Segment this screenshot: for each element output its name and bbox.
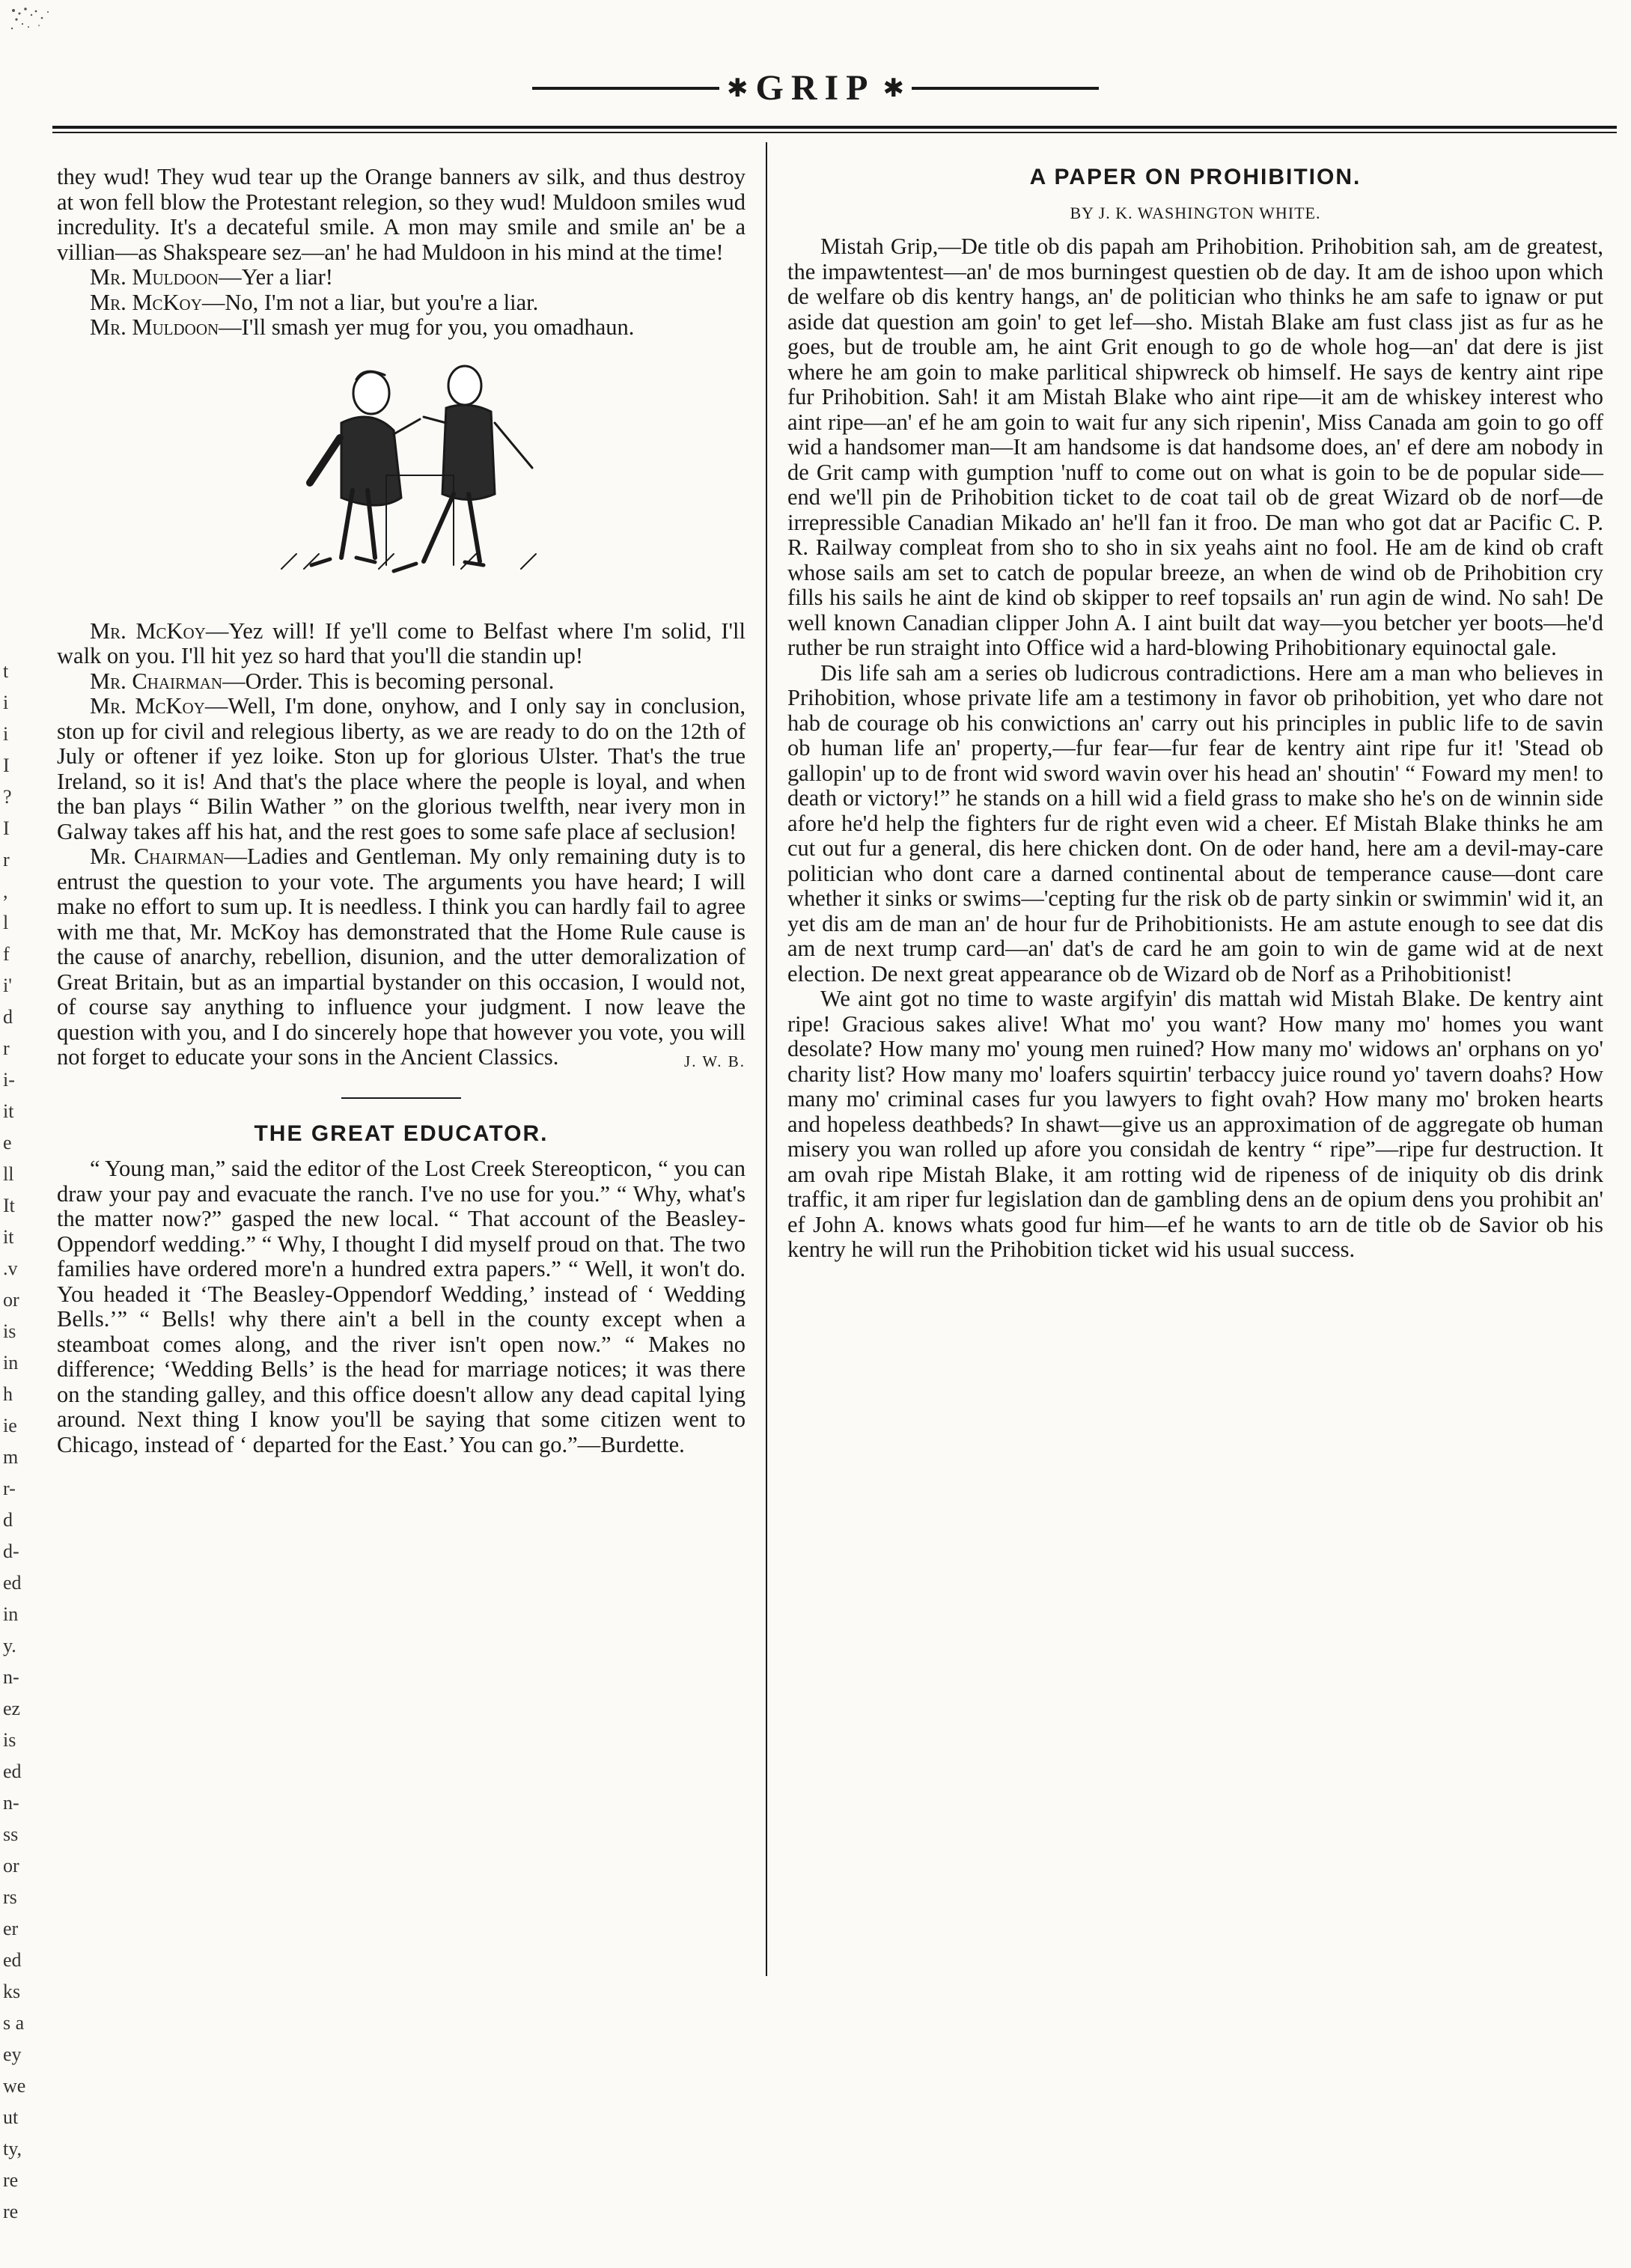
margin-fragment: i-: [3, 1069, 15, 1091]
header-rule: [52, 126, 1617, 133]
margin-fragment: d: [3, 1509, 13, 1531]
masthead: [0, 67, 1631, 109]
margin-fragment: or: [3, 1289, 19, 1311]
margin-fragment: it: [3, 1100, 14, 1122]
margin-fragment: ey: [3, 2043, 22, 2065]
margin-fragment: er: [3, 1918, 19, 1939]
margin-fragment: r: [3, 1037, 10, 1059]
star-ornament-icon: ✱: [727, 74, 749, 103]
dialogue-line: Mr. McKoy—Well, I'm done, onyhow, and I only say in conclusion, ston up for civil and relegious liberty, as we are ready to do on the 12th of July or oftener if yez loike. Ston up for glorious Ulster. That's the true Ireland, so it is! And that's the place where the people is loyal, and when the ban plays “ Bilin Wather ” on the glorious twelfth, near ivery mon in Galway takes aff his hat, and the rest goes to some safe place af seclusion!: [57, 693, 746, 844]
print-speckle-mark: [6, 4, 58, 42]
signature: J. W. B.: [684, 1052, 746, 1070]
margin-fragment: y.: [3, 1635, 16, 1656]
margin-fragment: I: [3, 755, 10, 776]
article-body: “ Young man,” said the editor of the Lost Creek Stereopticon, “ you can draw your pay and evacuate the ranch. I've no use for you.” “ Why, what's the matter now?” gasped the new local. “ That account of the Beasley-Oppendorf wedding.” “ Why, I thought I did myself proud on that. The two families have ordered more'n a hundred extra papers.” “ Well, it won't do. You headed it ‘The Beasley-Oppendorf Wedding,’ instead of ‘ Wedding Bells.’” “ Bells! why there ain't a bell in the county except when a steamboat comes along, and the river isn't open now.” “ Makes no difference; ‘Wedding Bells’ is the head for marriage notices; it was there on the standing galley, and this office doesn't allow any dead capital lying around. Next thing I know you'll be saying that some citizen went to Chicago, instead of ‘ departed for the East.’ You can go.”—Burdette.: [57, 1156, 746, 1457]
margin-fragment: d: [3, 1006, 13, 1028]
dialogue-line: Mr. McKoy—Yez will! If ye'll come to Belfast where I'm solid, I'll walk on you. I'll hit yez so hard that you'll die standin up!: [57, 618, 746, 668]
margin-fragment: we: [3, 2075, 26, 2097]
masthead-title: GRIP: [755, 68, 876, 108]
margin-fragment: re: [3, 2169, 19, 2191]
margin-fragment: r-: [3, 1478, 16, 1499]
margin-fragment: ut: [3, 2106, 19, 2128]
margin-fragment: l: [3, 912, 9, 933]
right-column: [787, 165, 1603, 1263]
margin-fragment: ss: [3, 1823, 19, 1845]
margin-fragment: i: [3, 723, 9, 745]
margin-fragment: ed: [3, 1949, 22, 1971]
article-title: A PAPER ON PROHIBITION.: [1029, 165, 1362, 189]
margin-fragment: ks: [3, 1981, 21, 2002]
dialogue-line: Mr. Muldoon—I'll smash yer mug for you, you omadhaun.: [90, 314, 635, 340]
margin-fragment: t: [3, 660, 9, 682]
margin-fragment: ed: [3, 1761, 22, 1782]
margin-fragment: in: [3, 1352, 19, 1374]
dialogue-block-1: [57, 265, 746, 341]
margin-fragment: m: [3, 1446, 19, 1468]
margin-fragment: ie: [3, 1415, 17, 1436]
margin-fragment: s a: [3, 2012, 25, 2034]
margin-fragment: rs: [3, 1886, 17, 1908]
margin-fragment: f: [3, 943, 10, 965]
margin-fragment: ty,: [3, 2138, 22, 2159]
masthead-rule-right: [912, 87, 1099, 90]
dialogue-line: Mr. Chairman—Ladies and Gentleman. My only remaining duty is to entrust the question to your vote. The arguments you have heard; I will make no effort to sum up. It is needless. I think you can hardly fail to agree with me that, Mr. McKoy has demonstrated that the Home Rule cause is the cause of anarchy, rebellion, disunion, and the utter demoralization of Great Britain, but as an impartial bystander on this occasion, I would not, of course say anything to influence your judgment. I now leave the question with you, and I do sincerely hope that however you vote, you will not forget to educate your sons in the Ancient Classics. J. W. B.: [57, 844, 746, 1070]
intro-paragraph: they wud! They wud tear up the Orange banners av silk, and thus destroy at won fell blow the Protestant relegion, so they wud! Muldoon smiles wud incredulity. It's a decateful smile. A mon may smile and smile an' be a villian—as Shakspeare sez—an' he had Muldoon in his mind at the time!: [57, 164, 746, 265]
margin-fragment: ed: [3, 1572, 22, 1594]
margin-fragment: n-: [3, 1792, 19, 1814]
byline: BY J. K. WASHINGTON WHITE.: [1070, 203, 1321, 222]
dialogue-block-2: [57, 619, 746, 1070]
margin-fragment: is: [3, 1729, 16, 1751]
margin-fragment: ez: [3, 1698, 21, 1719]
margin-fragment: ,: [3, 880, 8, 902]
margin-fragment: i: [3, 692, 9, 713]
margin-fragment: i': [3, 975, 12, 996]
margin-fragment: h: [3, 1383, 13, 1405]
margin-fragment: in: [3, 1603, 19, 1625]
article-paragraph: We aint got no time to waste argifyin' dis mattah wid Mistah Blake. De kentry aint ripe! Gracious sakes alive! What mo' you want? How many mo' homes you want desolate? How many mo' young men ruined? How many mo' widows an' orphans on yo' charity list? How many mo' loafers squirtin' terbaccy juice round yo' tavern doahs? How many mo' criminal cases fur you lawyers to fight ovah? How many mo' broken hearts and hopeless deathbeds? In shawt—give us an approximation of de aggregate ob human misery you wan rolled up afore you considah de kentry “ ripe”—ripe fur destruction. It am ovah ripe Mistah Blake, it am rotting wid de ripeness of de iniquity ob dis drink traffic, it am riper fur legislation dan de gambling dens an de opium dens you prohibit an' ef John A. knows whats good fur him—ef he wants to arn de title ob de Savior ob his kentry he will run the Prihobition ticket wid his usual success.: [787, 986, 1603, 1262]
margin-fragment: r: [3, 849, 10, 871]
article-paragraph: Mistah Grip,—De title ob dis papah am Prihobition. Prihobition sah, am de greatest, the impawtentest—an' de mos burningest questien ob de day. It am de ishoo upon which de welfare ob dis kentry hangs, an' de politician who thinks he am safe to ignaw or put aside dat question am goin' to get lef—sho. Mistah Blake am fust class jist as fur as he goes, but de trouble am, he aint Grit enough to go de whole hog—an' dat dere is jist where he am goin to make parlitical shipwreck ob himself. He says de kentry aint ripe fur Prihobition. Sah! it am Mistah Blake who aint ripe—it am de whiskey interest who aint ripe—an' ef he am goin to wait fur any sich ripenin', Miss Canada am goin to go off wid a handsomer man—It am handsome is dat handsome does, an' ef dere am nobody in de Grit camp with gumption 'nuff to come out on what is goin to be de popular side—end we'll pin de Prihobition ticket to de coat tail ob de great Wizard ob de norf—de irrepressible Canadian Mikado an' he'll fan it froo. De man who got dat ar Pacific C. P. R. Railway compleat from sho to sho in six yeahs aint no fool. He am de kind ob craft whose sails am set to catch de popular breeze, an when de wind ob de Prihobition cry fills his sails he aint de kind ob skipper to reef topsails an' run agin de wind. No sah! De well known Canadian clipper John A. I aint built dat way—you betcher yer boots—he'd ruther be run straight into Office wid a hard-blowing Prihobitionary equinoctal gale.: [787, 234, 1603, 660]
margin-fragment: ll: [3, 1163, 14, 1185]
margin-fragment: It: [3, 1195, 15, 1216]
star-ornament-icon: ✱: [882, 74, 904, 103]
margin-fragment: or: [3, 1855, 19, 1877]
margin-fragment: re: [3, 2201, 19, 2222]
left-column: [57, 165, 746, 1457]
margin-fragment: it: [3, 1226, 14, 1248]
margin-fragment: d-: [3, 1540, 19, 1562]
margin-fragment: .v: [3, 1258, 18, 1279]
margin-fragment: I: [3, 817, 10, 839]
dialogue-line: Mr. Muldoon—Yer a liar!: [90, 264, 333, 290]
dialogue-line: Mr. McKoy—No, I'm not a liar, but you're a liar.: [90, 289, 539, 315]
section-separator: [341, 1097, 461, 1099]
margin-fragment: n-: [3, 1666, 19, 1688]
cartoon-illustration: [57, 363, 746, 588]
column-divider: [766, 142, 767, 1976]
article-paragraph: Dis life sah am a series ob ludicrous contradictions. Here am a man who believes in Prihobition, whose private life am a testimony in favor ob prihobition, yet who dare not hab de courage ob his conwictions an' carry out his principles in public life to de savin ob human life an' property,—fur fear—fur fear de kentry aint ripe fur it! 'Stead ob gallopin' up to de front wid sword wavin over his head an' shoutin' “ Foward my men! to death or victory!” he stands on a hill wid a field grass to make sho he's on de winnin side afore he'd help the fighters fur de right even wid a cheer. Ef Mistah Blake thinks he am cut out fur a general, dis here chicken dont. On de oder hand, here am a devil-may-care politician who dont care a darned continental about de temperance cause—dont care whether it sinks or swims—'cepting fur the risk ob de party sinkin or swimmin' wid it, an yet dis am de man an' de hour fur de Prihobitionists. He am astute enough to see dat dis am de next trump card—an' dat's de card he am goin to win de game wid at de next election. De next great appearance ob de Wizard ob de Norf as a Prihobitionist!: [787, 659, 1603, 987]
dialogue-line: Mr. Chairman—Order. This is becoming personal.: [90, 668, 555, 694]
margin-fragment: is: [3, 1320, 16, 1342]
masthead-rule-left: [532, 87, 719, 90]
margin-fragment: e: [3, 1132, 12, 1153]
article-title: THE GREAT EDUCATOR.: [254, 1121, 549, 1146]
margin-fragment: ?: [3, 786, 12, 808]
